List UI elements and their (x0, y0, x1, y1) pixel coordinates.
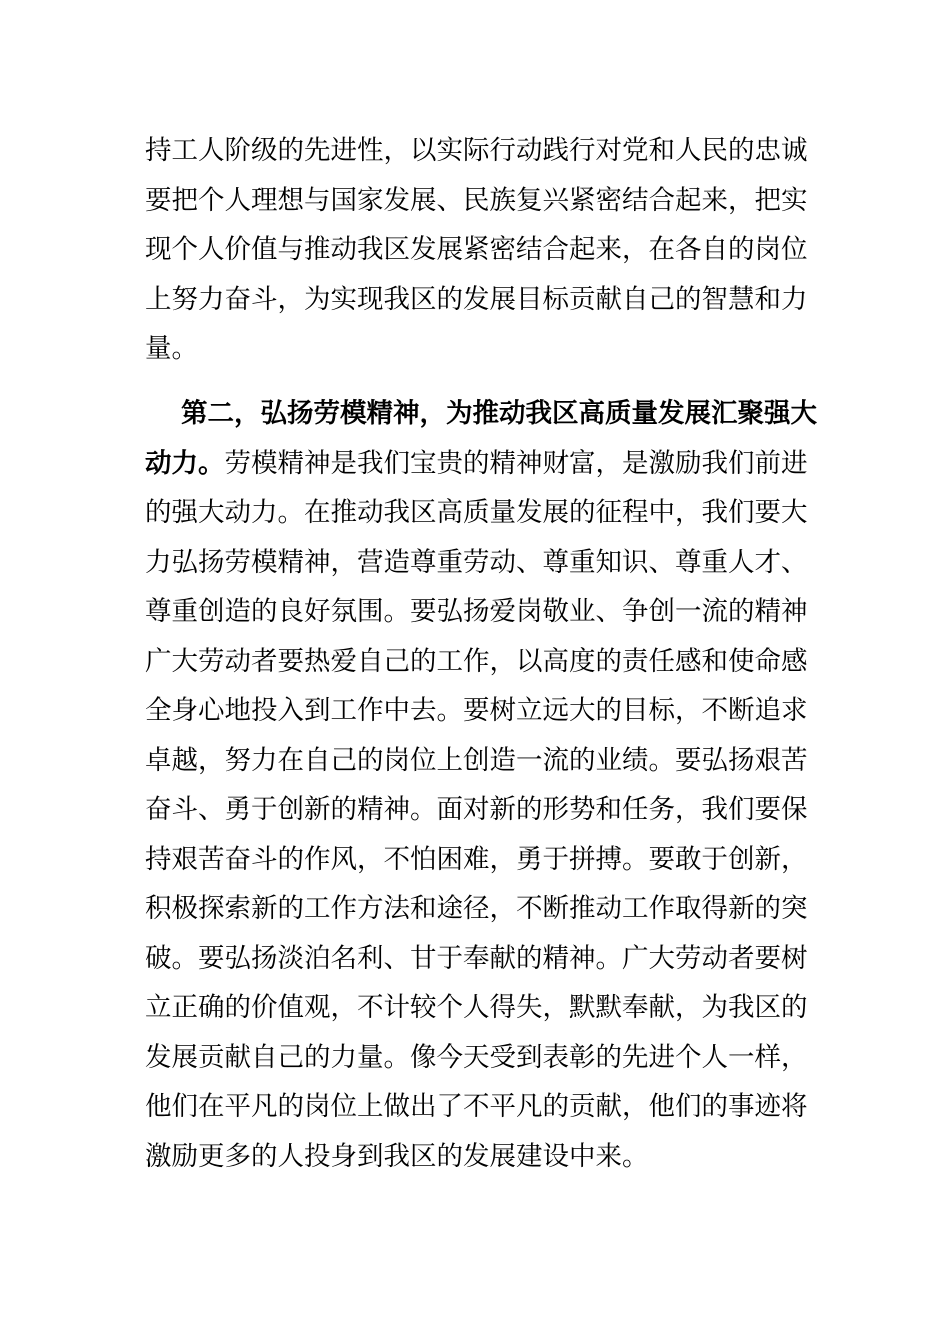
paragraph-2-text: 劳模精神是我们宝贵的精神财富，是激励我们前进 (224, 447, 808, 479)
paragraph-1-line: 上努力奋斗，为实现我区的发展目标贡献自己的智慧和力 (145, 283, 808, 315)
paragraph-1-line: 要把个人理想与国家发展、民族复兴紧密结合起来，把实 (145, 184, 808, 216)
paragraph-2-line: 破。要弘扬淡泊名利、甘于奉献的精神。广大劳动者要树 (145, 942, 808, 974)
paragraph-2-line: 的强大动力。在推动我区高质量发展的征程中，我们要大 (145, 497, 808, 528)
paragraph-2-line: 持艰苦奋斗的作风，不怕困难，勇于拼搏。要敢于创新， (145, 843, 808, 875)
paragraph-2-line: 卓越，努力在自己的岗位上创造一流的业绩。要弘扬艰苦 (145, 744, 808, 776)
paragraph-2-line: 激励更多的人投身到我区的发展建设中来。 (145, 1140, 649, 1172)
paragraph-1-line: 持工人阶级的先进性，以实际行动践行对党和人民的忠诚 (145, 135, 808, 166)
paragraph-2-line: 立正确的价值观，不计较个人得失，默默奉献，为我区的 (145, 992, 808, 1023)
section-heading-line-1: 第二，弘扬劳模精神，为推动我区高质量发展汇聚强大 (181, 398, 817, 429)
paragraph-2-line: 奋斗、勇于创新的精神。面对新的形势和任务，我们要保 (145, 794, 808, 825)
paragraph-1-line: 量。 (145, 333, 198, 364)
paragraph-2-line: 他们在平凡的岗位上做出了不平凡的贡献，他们的事迹将 (145, 1091, 808, 1122)
paragraph-1 (145, 126, 815, 374)
paragraph-1-line: 现个人价值与推动我区发展紧密结合起来，在各自的岗位 (145, 234, 808, 265)
paragraph-2-line: 发展贡献自己的力量。像今天受到表彰的先进个人一样， (145, 1041, 808, 1073)
paragraph-2-line: 尊重创造的良好氛围。要弘扬爱岗敬业、争创一流的精神 (145, 596, 808, 627)
paragraph-2-line: 全身心地投入到工作中去。要树立远大的目标，不断追求 (145, 695, 808, 726)
paragraph-2-line: 积极探索新的工作方法和途径，不断推动工作取得新的突 (145, 893, 808, 924)
paragraph-2-line: 力弘扬劳模精神，营造尊重劳动、尊重知识、尊重人才、 (145, 546, 808, 578)
paragraph-2-line: 广大劳动者要热爱自己的工作，以高度的责任感和使命感 (145, 645, 808, 677)
paragraph-2 (145, 389, 815, 1181)
section-heading-line-2: 动力。 (145, 447, 225, 479)
paragraph-2-line (145, 439, 815, 489)
